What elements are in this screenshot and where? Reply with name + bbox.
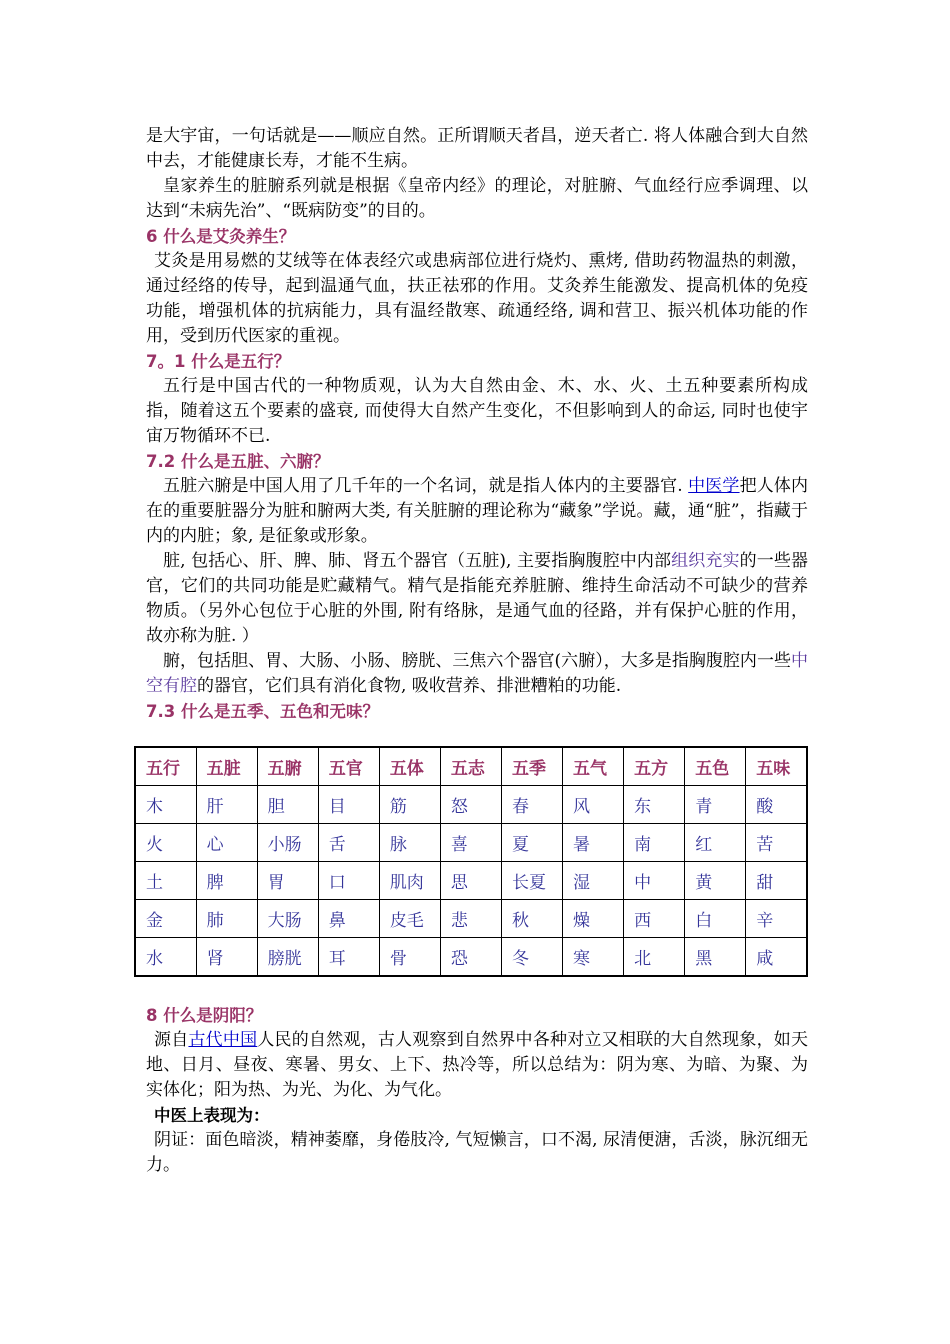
- table-row: [135, 938, 807, 977]
- table-cell: 黄: [685, 862, 746, 900]
- column-header: 五官: [318, 747, 379, 786]
- section-8-paragraph-1: [146, 1028, 808, 1103]
- text-run: 源自: [154, 1030, 189, 1050]
- table-cell: 黑: [685, 938, 746, 977]
- table-cell: 肝: [196, 786, 257, 824]
- table-cell: 酸: [746, 786, 807, 824]
- table-cell: 辛: [746, 900, 807, 938]
- highlight-term: 组织充实: [671, 551, 740, 571]
- section-7-2-paragraph-3: [146, 649, 808, 699]
- section-7-2-paragraph-1: [146, 474, 808, 549]
- table-cell: 喜: [440, 824, 501, 862]
- table-cell: 筋: [379, 786, 440, 824]
- table-cell: 土: [135, 862, 196, 900]
- table-cell: 肌肉: [379, 862, 440, 900]
- table-cell: 北: [624, 938, 685, 977]
- text-run: 的器官，它们具有消化食物, 吸收营养、排泄糟粕的功能.: [197, 676, 622, 696]
- table-cell: 舌: [318, 824, 379, 862]
- table-cell: 水: [135, 938, 196, 977]
- table-cell: 东: [624, 786, 685, 824]
- table-cell: 脉: [379, 824, 440, 862]
- intro-paragraph-1: 是大宇宙，一句话就是——顺应自然。正所谓顺天者昌，逆天者亡. 将人体融合到大自然中去，才能健康长寿，才能不生病。: [146, 126, 808, 171]
- text-run: 五脏六腑是中国人用了几千年的一个名词，就是指人体内的主要器官.: [163, 476, 689, 496]
- table-cell: 肾: [196, 938, 257, 977]
- table-row: [135, 900, 807, 938]
- table-cell: 中: [624, 862, 685, 900]
- table-cell: 恐: [440, 938, 501, 977]
- five-elements-table: [134, 746, 808, 977]
- column-header: 五体: [379, 747, 440, 786]
- table-cell: 鼻: [318, 900, 379, 938]
- table-cell: 寒: [563, 938, 624, 977]
- text-run: 腑，包括胆、胃、大肠、小肠、膀胱、三焦六个器官(六腑），大多是指胸腹腔内一些: [163, 651, 791, 671]
- table-cell: 燥: [563, 900, 624, 938]
- section-7-2-heading: 7.2 什么是五脏、六腑？: [146, 452, 330, 471]
- table-cell: 木: [135, 786, 196, 824]
- column-header: 五方: [624, 747, 685, 786]
- table-cell: 皮毛: [379, 900, 440, 938]
- table-cell: 青: [685, 786, 746, 824]
- table-cell: 怒: [440, 786, 501, 824]
- table-row: [135, 862, 807, 900]
- table-cell: 大肠: [257, 900, 318, 938]
- table-cell: 长夏: [501, 862, 562, 900]
- section-7-1-paragraph: 五行是中国古代的一种物质观，认为大自然由金、木、水、火、土五种要素所构成指，随着这五个要素的盛衰, 而使得大自然产生变化，不但影响到人的命运, 同时也使宇宙万物循环不已.: [146, 376, 808, 446]
- text-run: 把人体内在的重要脏器分为脏和腑两大类, 有关脏腑的理论称为“藏象”学说。藏，通“脏”，指藏于内的内脏；象, 是征象或形象。: [146, 476, 808, 546]
- section-7-1-heading: 7。1 什么是五行？: [146, 352, 291, 371]
- column-header: 五志: [440, 747, 501, 786]
- section-8: [146, 1003, 808, 1178]
- document-body: [146, 124, 808, 724]
- table-cell: 白: [685, 900, 746, 938]
- section-6-heading: 6 什么是艾灸养生？: [146, 227, 296, 246]
- table-cell: 秋: [501, 900, 562, 938]
- text-run: 的一些器官，它们的共同功能是贮藏精气。精气是指能充养脏腑、维持生命活动不可缺少的营养物质。（另外心包位于心脏的外围, 附有络脉，是通气血的径路，并有保护心脏的作用，故亦称为脏. ）: [146, 551, 809, 646]
- table-row: [135, 824, 807, 862]
- table-cell: 思: [440, 862, 501, 900]
- section-8-heading: 8 什么是阴阳？: [146, 1006, 263, 1025]
- table-cell: 心: [196, 824, 257, 862]
- table-cell: 咸: [746, 938, 807, 977]
- table-cell: 西: [624, 900, 685, 938]
- table-cell: 苦: [746, 824, 807, 862]
- section-8-subheading: 中医上表现为：: [154, 1106, 270, 1125]
- tcm-link[interactable]: 中医学: [688, 476, 740, 496]
- table-cell: 湿: [563, 862, 624, 900]
- section-6-paragraph: 艾灸是用易燃的艾绒等在体表经穴或患病部位进行烧灼、熏烤, 借助药物温热的刺激，通过经络的传导，起到温通气血，扶正祛邪的作用。艾灸养生能激发、提高机体的免疫功能，增强机体的抗病能力，具有温经散寒、疏通经络, 调和营卫、振兴机体功能的作用，受到历代医家的重视。: [146, 251, 808, 346]
- table-cell: 红: [685, 824, 746, 862]
- column-header: 五脏: [196, 747, 257, 786]
- section-7-3-heading: 7.3 什么是五季、五色和无味？: [146, 702, 379, 721]
- table-cell: 悲: [440, 900, 501, 938]
- table-cell: 目: [318, 786, 379, 824]
- table-cell: 骨: [379, 938, 440, 977]
- column-header: 五气: [563, 747, 624, 786]
- table-cell: 暑: [563, 824, 624, 862]
- table-cell: 甜: [746, 862, 807, 900]
- column-header: 五味: [746, 747, 807, 786]
- column-header: 五色: [685, 747, 746, 786]
- table-cell: 口: [318, 862, 379, 900]
- table-cell: 冬: [501, 938, 562, 977]
- table-cell: 风: [563, 786, 624, 824]
- table-header-row: [135, 747, 807, 786]
- table-cell: 小肠: [257, 824, 318, 862]
- highlight-term: 中空有腔: [146, 651, 808, 696]
- table-cell: 火: [135, 824, 196, 862]
- table-cell: 肺: [196, 900, 257, 938]
- text-run: 脏, 包括心、肝、脾、肺、肾五个器官（五脏), 主要指胸腹腔中内部: [163, 551, 672, 571]
- column-header: 五季: [501, 747, 562, 786]
- table-cell: 南: [624, 824, 685, 862]
- table-cell: 金: [135, 900, 196, 938]
- ancient-china-link[interactable]: 古代中国: [188, 1030, 258, 1050]
- intro-paragraph-2: 皇家养生的脏腑系列就是根据《皇帝内经》的理论，对脏腑、气血经行应季调理、以达到“未病先治”、“既病防变”的目的。: [146, 176, 808, 221]
- table-cell: 膀胱: [257, 938, 318, 977]
- table-cell: 胆: [257, 786, 318, 824]
- table-cell: 耳: [318, 938, 379, 977]
- column-header: 五行: [135, 747, 196, 786]
- table-row: [135, 786, 807, 824]
- text-run: 人民的自然观，古人观察到自然界中各种对立又相联的大自然现象，如天地、日月、昼夜、寒暑、男女、上下、热冷等，所以总结为：阴为寒、为暗、为聚、为实体化；阳为热、为光、为化、为气化。: [146, 1030, 809, 1100]
- table-cell: 夏: [501, 824, 562, 862]
- column-header: 五腑: [257, 747, 318, 786]
- table-cell: 春: [501, 786, 562, 824]
- section-8-paragraph-2: 阴证：面色暗淡，精神萎靡，身倦肢冷, 气短懒言，口不渴, 尿清便溏，舌淡，脉沉细无力。: [146, 1130, 808, 1175]
- table-cell: 脾: [196, 862, 257, 900]
- section-7-2-paragraph-2: [146, 549, 808, 649]
- table-cell: 胃: [257, 862, 318, 900]
